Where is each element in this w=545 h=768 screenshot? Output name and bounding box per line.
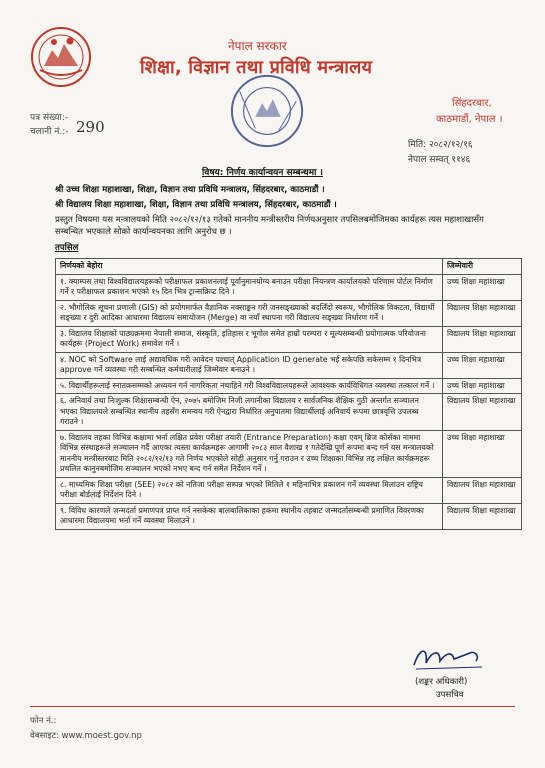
recipient-2: श्री विद्यालय शिक्षा महाशाखा, शिक्षा, विज्ञान तथा प्रविधि मन्त्रालय, सिंहदरबार, काठमाडौं । (55, 200, 337, 210)
signer-designation: उपसचिव (436, 690, 464, 700)
table-row (56, 352, 522, 378)
table-row (56, 503, 522, 529)
intro-paragraph: प्रस्तुत विषयमा यस मन्त्रालयको मिति २०८२/१२/१३ गतेको माननीय मन्त्रीस्तरीय निर्णयअनुसार तपसिलबमोजिमका कार्यहरू त्यस महाशाखासँग सम्बन्धित भएकाले सोको कार्यान्वयनका लागि अनुरोध छ । (55, 215, 484, 237)
subject-line: विषय: निर्णय कार्यान्वयन सम्बन्धमा । (202, 168, 323, 178)
address-line-2: काठमाडौं, नेपाल । (436, 114, 503, 125)
patra-sankhya-label: पत्र संख्या:- (30, 113, 69, 123)
decision-text: ६. अनिवार्य तथा निःशुल्क शिक्षासम्बन्धी ऐन, २०७५ बमोजिम निजी लगानीका विद्यालय र सार्वजनिक शैक्षिक गुठी अन्तर्गत सञ्चालन भएका विद्यालयले सम्बन्धित स्थानीय तहसँग समन्वय गरी ऐनद्वारा निर्धारित अनुपातमा विद्यार्थीलाई अनिवार्य रूपमा छात्रवृत्ति उपलब्ध गराउने । (56, 394, 443, 431)
decision-text: ९. विविध कारणले जन्मदर्ता प्रमाणपत्र प्राप्त गर्न नसकेका बालबालिकाका हकमा स्थानीय तहबाट जन्मदर्तासम्बन्धी प्रमाणित विवरणका आधारमा विद्यालयमा भर्ना गर्ने व्यवस्था मिलाउने । (56, 503, 443, 529)
header-responsibility: जिम्मेवारी (443, 259, 522, 275)
table-row (56, 326, 522, 352)
decision-text: ५. विद्यार्थीहरूलाई स्नातकसम्मको अध्ययन गर्न नागरिकता नचाहिने गरी विश्वविद्यालयहरूले आवश्यक कार्यविधिगत व्यवस्था तत्काल गर्ने । (56, 378, 443, 394)
header-decision: निर्णयको बेहोरा (56, 259, 443, 275)
chalani-number: 290 (76, 118, 105, 136)
table-row (56, 477, 522, 503)
responsible-section: विद्यालय शिक्षा महाशाखा (443, 326, 522, 352)
responsible-section: उच्च शिक्षा महाशाखा (443, 274, 522, 300)
table-row (56, 430, 522, 477)
chalani-label: चलानी नं.:- (30, 127, 69, 137)
table-row (56, 394, 522, 431)
table-row (56, 378, 522, 394)
government-title: नेपाल सरकार (228, 39, 287, 53)
handwritten-signature-icon (410, 643, 490, 673)
ministry-title: शिक्षा, विज्ञान तथा प्रविधि मन्त्रालय (140, 57, 373, 78)
footer-website: वेबसाइट: www.moest.gov.np (30, 731, 142, 741)
responsible-section: उच्च शिक्षा महाशाखा (443, 430, 522, 477)
decision-text: ३. विद्यालय शिक्षाको पाठ्यक्रममा नेपाली समाज, संस्कृति, इतिहास र भूगोल समेत हाम्रो परम्परा र मूल्यसम्बन्धी प्रयोगात्मक परियोजना कार्यहरू (Project Work) समावेश गर्ने । (56, 326, 443, 352)
footer-divider (30, 706, 515, 707)
decision-text: ७. विद्यालय तहका विभिन्न कक्षामा भर्ना लक्षित प्रवेश परीक्षा तयारी (Entrance Preparation) कक्षा एवम् ब्रिज कोर्सका नाममा विभिन्न संस्थाहरूले सञ्चालन गर्दै आएका त्यस्ता कार्यक्रमहरू आगामी २०८३ साल वैशाख १ गतेदेखि पूर्ण रूपमा बन्द गर्न यस मन्त्रालयको माननीय मन्त्रीस्तरबाट मिति २०८२/१२/१३ गते निर्णय भएकोले सोही अनुसार गर्नु गराउन र उच्च शिक्षाका विभिन्न तह लक्षित कार्यक्रमहरू प्रचलित कानुनबमोजिम सञ्चालन भएको नभए बन्द गर्न समेत निर्देशन गर्ने । (56, 430, 443, 477)
signer-name: (शङ्कर अधिकारी) (415, 677, 468, 687)
official-stamp-icon (228, 72, 306, 150)
table-row (56, 300, 522, 326)
responsible-section: उच्च शिक्षा महाशाखा (443, 378, 522, 394)
responsible-section: उच्च शिक्षा महाशाखा (443, 352, 522, 378)
responsible-section: विद्यालय शिक्षा महाशाखा (443, 477, 522, 503)
recipient-1: श्री उच्च शिक्षा महाशाखा, शिक्षा, विज्ञान तथा प्रविधि मन्त्रालय, सिंहदरबार, काठमाडौं । (55, 185, 325, 195)
decision-table (55, 258, 522, 530)
decision-text: १. क्याम्पस तथा विश्वविद्यालयहरूको परीक्षाफल प्रकाशनलाई पूर्वानुमानयोग्य बनाउन परीक्षा नियन्त्रण कार्यालयको परिणाम पोर्टल निर्माण गर्ने र परीक्षाफल प्रकाशन भएको १५ दिन भित्र ट्रान्सक्रिप्ट दिने । (56, 274, 443, 300)
footer-phone: फोन नं.: (30, 716, 57, 726)
decision-text: ८. माध्यमिक शिक्षा परीक्षा (SEE) २०८२ को नतिजा परीक्षा सम्पन्न भएको मितिले १ महिनाभित्र प्रकाशन गर्ने व्यवस्था मिलाउन राष्ट्रिय परीक्षा बोर्डलाई निर्देशन दिने । (56, 477, 443, 503)
responsible-section: विद्यालय शिक्षा महाशाखा (443, 503, 522, 529)
responsible-section: विद्यालय शिक्षा महाशाखा (443, 300, 522, 326)
nepal-sambat: नेपाल सम्वत् ११४६ (408, 155, 471, 165)
decision-text: ४. NOC को Software लाई अद्यावधिक गरी आवेदन पश्चात् Application ID generate भई सकेपछि सकेसम्म १ दिनभित्र approve गर्ने व्यवस्था गरी सम्बन्धित कर्मचारीलाई जिम्मेवार बनाउने । (56, 352, 443, 378)
responsible-section: विद्यालय शिक्षा महाशाखा (443, 394, 522, 431)
decision-text: २. भौगोलिक सूचना प्रणाली (GIS) को प्रयोगमार्फत वैज्ञानिक नक्साङ्कन गरी जनसङ्ख्याको बदलिँदो स्वरूप, भौगोलिक विकटता, विद्यार्थी सङ्ख्या र दुरी आदिका आधारमा विद्यालय समायोजन (Merge) वा नयाँ स्थापना गरी विद्यालय सङ्ख्या निर्धारण गर्ने । (56, 300, 443, 326)
tapsil-heading: तपसिल (55, 243, 79, 253)
nepal-emblem-icon (30, 26, 92, 88)
table-row (56, 274, 522, 300)
table-header-row (56, 259, 522, 275)
address-line-1: सिंहदरबार, (452, 98, 492, 109)
letter-date: मिति: २०८२/१२/१६ (408, 140, 473, 150)
